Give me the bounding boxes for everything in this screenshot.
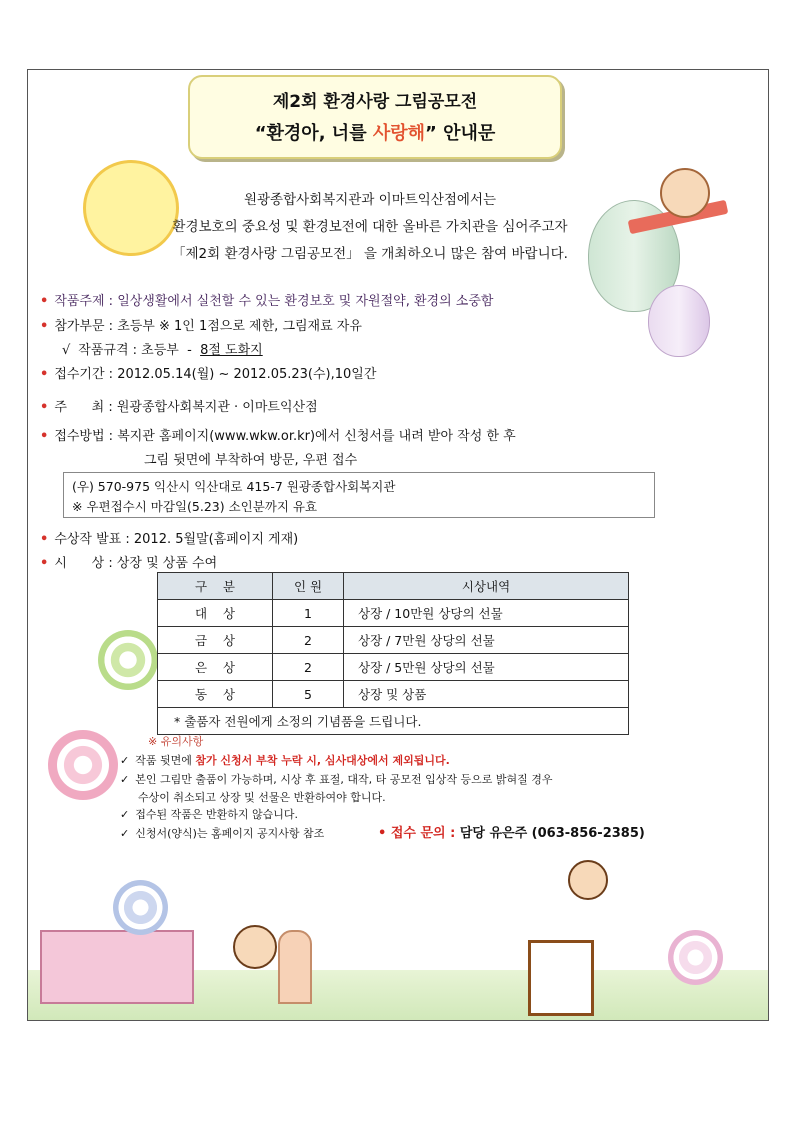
title-sub-love: 사랑해 — [372, 123, 426, 144]
intro-line-2: 환경보호의 중요성 및 환경보전에 대한 올바른 가치관을 심어주고자 — [172, 219, 568, 235]
item-method — [40, 425, 516, 444]
item-awards — [40, 552, 217, 571]
item-spec-text: 작품규격 : 초등부 - — [78, 343, 201, 358]
caution-1-text: 작품 뒷면에 — [135, 754, 196, 767]
cell-count: 2 — [273, 654, 344, 681]
bullet: • — [40, 400, 49, 415]
cell-category: 대 상 — [158, 600, 273, 627]
item-method-cont: 그림 뒷면에 부착하여 방문, 우편 접수 — [144, 453, 358, 468]
caution-title: ※ 유의사항 — [148, 735, 204, 748]
title-sub-prefix: “환경아, 너를 — [254, 123, 373, 144]
address-line: (우) 570-975 익산시 익산대로 415-7 원광종합사회복지관 — [72, 479, 396, 494]
item-category — [40, 315, 362, 334]
item-category-text: 참가부문 : 초등부 ※ 1인 1점으로 제한, 그림재료 자유 — [54, 319, 362, 334]
item-spec-paper: 8절 도화지 — [200, 343, 263, 358]
small-balloon-illustration — [648, 285, 710, 357]
item-announce-text: 수상작 발표 : 2012. 5월말(홈페이지 게재) — [54, 532, 299, 547]
boy-flute-illustration — [568, 860, 608, 900]
item-host-text: 주 최 : 원광종합사회복지관 · 이마트익산점 — [54, 400, 318, 415]
tower-illustration — [278, 930, 312, 1004]
table-row — [158, 681, 629, 708]
header-category: 구 분 — [158, 573, 273, 600]
caution-1-warning: 참가 신청서 부착 누락 시, 심사대상에서 제외됩니다. — [195, 754, 450, 767]
item-theme-text: 작품주제 : 일상생활에서 실천할 수 있는 환경보호 및 자원절약, 환경의 소중함 — [54, 294, 494, 309]
item-awards-text: 시 상 : 상장 및 상품 수여 — [54, 556, 218, 571]
cell-prize: 상장 / 5만원 상당의 선물 — [344, 654, 629, 681]
check-icon: ✓ — [120, 754, 130, 767]
check-icon: √ — [62, 343, 71, 358]
lollipop-illustration — [113, 880, 168, 935]
lollipop-illustration — [668, 930, 723, 985]
title-sub — [190, 119, 560, 145]
cell-count: 2 — [273, 627, 344, 654]
cell-count: 1 — [273, 600, 344, 627]
table-row — [158, 600, 629, 627]
cell-prize: 상장 / 10만원 상당의 선물 — [344, 600, 629, 627]
table-header-row — [158, 573, 629, 600]
title-box — [188, 75, 562, 159]
intro-line-1: 원광종합사회복지관과 이마트익산점에서는 — [243, 192, 497, 208]
caution-3-text: 접수된 작품은 반환하지 않습니다. — [135, 808, 298, 821]
title-sub-suffix: ” 안내문 — [425, 123, 496, 144]
title-main: 제2회 환경사랑 그림공모전 — [272, 92, 478, 112]
child-painting-illustration — [233, 925, 277, 969]
caution-item-4 — [120, 825, 324, 841]
table-note-row — [158, 708, 629, 735]
caution-item-3 — [120, 806, 298, 822]
contact-person: 담당 유은주 (063-856-2385) — [459, 826, 645, 841]
caution-4-text: 신청서(양식)는 홈페이지 공지사항 참조 — [135, 827, 325, 840]
prize-table — [157, 572, 629, 735]
caution-item-1 — [120, 752, 450, 768]
item-method-text: 접수방법 : 복지관 홈페이지(www.wkw.or.kr)에서 신청서를 내려 받아 작성 한 후 — [54, 429, 516, 444]
bullet: • — [40, 367, 49, 382]
cell-count: 5 — [273, 681, 344, 708]
bullet: • — [40, 532, 49, 547]
caution-2-text: 본인 그림만 출품이 가능하며, 시상 후 표절, 대작, 타 공모전 입상작 등으로 밝혀질 경우 — [135, 773, 553, 786]
cell-category: 은 상 — [158, 654, 273, 681]
address-note: ※ 우편접수시 마감일(5.23) 소인분까지 유효 — [72, 499, 318, 514]
contact-label: • 접수 문의 : — [378, 826, 460, 841]
cell-category: 동 상 — [158, 681, 273, 708]
lollipop-illustration — [98, 630, 158, 690]
address-box — [63, 472, 655, 518]
header-count: 인 원 — [273, 573, 344, 600]
castle-illustration — [40, 930, 194, 1004]
bullet: • — [40, 429, 49, 444]
item-theme — [40, 290, 493, 309]
check-icon: ✓ — [120, 827, 130, 840]
bullet: • — [40, 319, 49, 334]
contact-info — [378, 822, 645, 841]
caution-item-2 — [120, 771, 552, 787]
table-row — [158, 654, 629, 681]
header-prize: 시상내역 — [344, 573, 629, 600]
item-spec — [62, 339, 263, 358]
table-note: * 출품자 전원에게 소정의 기념품을 드립니다. — [158, 708, 629, 735]
item-period — [40, 363, 376, 382]
girl-on-pencil-illustration — [660, 168, 710, 218]
table-row — [158, 627, 629, 654]
bullet: • — [40, 556, 49, 571]
lollipop-illustration — [48, 730, 118, 800]
check-icon: ✓ — [120, 773, 130, 786]
item-period-text: 접수기간 : 2012.05.14(월) ~ 2012.05.23(수),10일간 — [54, 367, 377, 382]
bullet: • — [40, 294, 49, 309]
cell-prize: 상장 및 상품 — [344, 681, 629, 708]
item-host — [40, 396, 318, 415]
item-announce — [40, 528, 298, 547]
easel-illustration — [528, 940, 594, 1016]
cell-prize: 상장 / 7만원 상당의 선물 — [344, 627, 629, 654]
intro-line-3: 「제2회 환경사랑 그림공모전」 을 개최하오니 많은 참여 바랍니다. — [172, 246, 568, 262]
check-icon: ✓ — [120, 808, 130, 821]
caution-item-2-cont: 수상이 취소되고 상장 및 선물은 반환하여야 합니다. — [138, 791, 386, 804]
cell-category: 금 상 — [158, 627, 273, 654]
